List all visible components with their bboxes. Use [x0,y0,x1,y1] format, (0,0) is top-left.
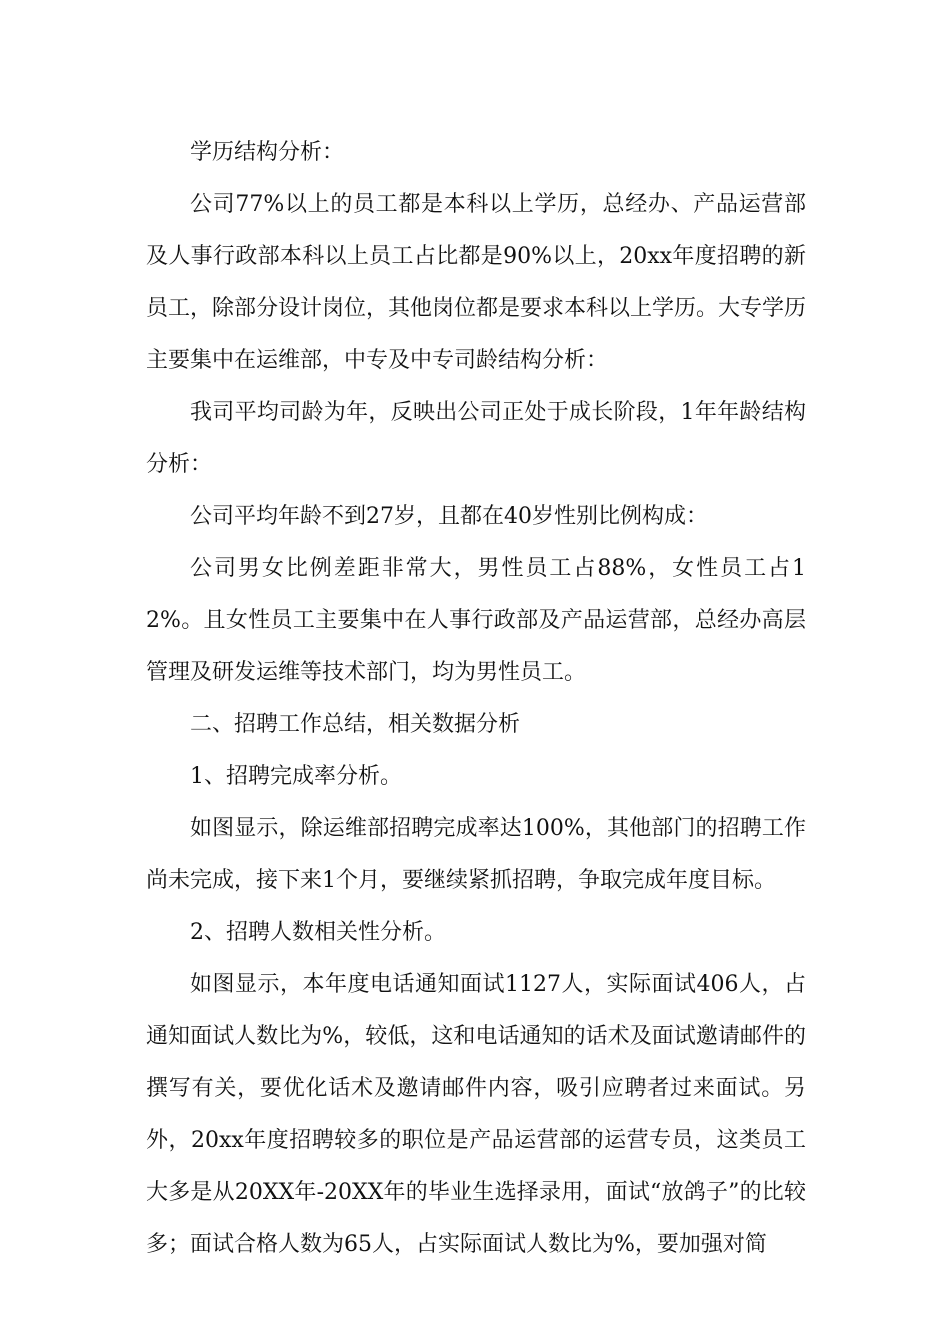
paragraph-correlation: 如图显示，本年度电话通知面试1127人，实际面试406人，占通知面试人数比为%，较低，这和电话通知的话术及面试邀请邮件的撰写有关，要优化话术及邀请邮件内容，吸引应聘者过来面试。另外，20xx年度招聘较多的职位是产品运营部的运营专员，这类员工大多是从20XX年-20XX年的毕业生选择录用，面试“放鸽子”的比较多；面试合格人数为65人，占实际面试人数比为%，要加强对简 [146,972,806,1257]
paragraph-education-heading: 学历结构分析： [190,140,345,165]
paragraph-completion-rate: 如图显示，除运维部招聘完成率达100%，其他部门的招聘工作尚未完成，接下来1个月，要继续紧抓招聘，争取完成年度目标。 [146,816,806,893]
section-heading-recruitment: 二、招聘工作总结，相关数据分析 [190,712,521,737]
subheading-correlation: 2、招聘人数相关性分析。 [190,920,446,945]
subheading-completion-rate: 1、招聘完成率分析。 [190,764,402,789]
paragraph-gender-analysis: 公司男女比例差距非常大，男性员工占88%，女性员工占12%。且女性员工主要集中在人事行政部及产品运营部，总经办高层管理及研发运维等技术部门，均为男性员工。 [146,556,806,685]
paragraph-education-analysis: 公司77%以上的员工都是本科以上学历，总经办、产品运营部及人事行政部本科以上员工占比都是90%以上，20xx年度招聘的新员工，除部分设计岗位，其他岗位都是要求本科以上学历。大专学历主要集中在运维部，中专及中专司龄结构分析： [146,192,807,373]
paragraph-tenure-analysis: 我司平均司龄为年，反映出公司正处于成长阶段，1年年龄结构分析： [146,400,806,477]
document-body [146,127,806,1271]
paragraph-age-analysis: 公司平均年龄不到27岁，且都在40岁性别比例构成： [190,504,708,529]
